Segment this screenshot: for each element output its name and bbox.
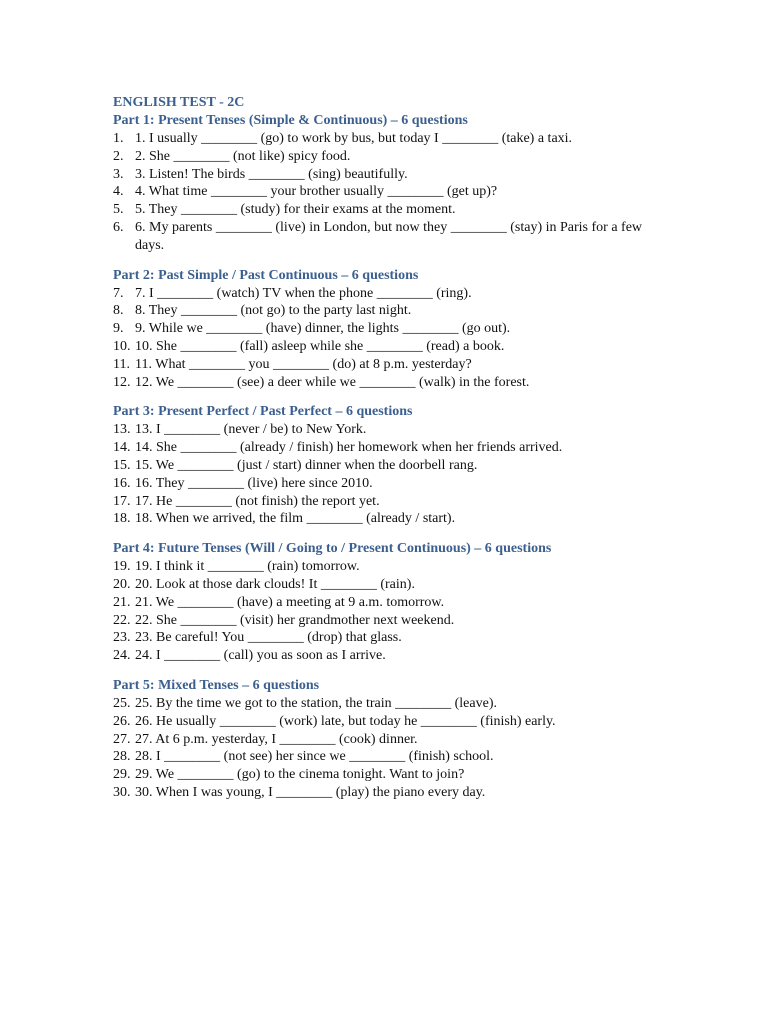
question-item — [113, 166, 673, 184]
question-item — [113, 558, 673, 576]
question-number: 22. — [113, 612, 131, 628]
question-number: 7. — [113, 285, 124, 301]
question-text: 3. Listen! The birds ________ (sing) beautifully. — [135, 166, 408, 182]
question-text: 10. She ________ (fall) asleep while she ________ (read) a book. — [135, 338, 505, 354]
question-item — [113, 748, 673, 766]
question-list — [113, 558, 673, 665]
question-text: 2. She ________ (not like) spicy food. — [135, 148, 351, 164]
document-page — [113, 94, 673, 814]
question-text: 4. What time ________ your brother usually ________ (get up)? — [135, 184, 498, 200]
question-item — [113, 510, 673, 528]
part-heading: Part 5: Mixed Tenses – 6 questions — [113, 677, 320, 693]
question-item — [113, 356, 673, 374]
question-item — [113, 439, 673, 457]
part-3 — [113, 403, 673, 528]
question-number: 4. — [113, 184, 124, 200]
question-list — [113, 130, 673, 255]
question-item — [113, 594, 673, 612]
part-5 — [113, 677, 673, 802]
question-text: 20. Look at those dark clouds! It ________ (rain). — [135, 576, 415, 592]
question-item — [113, 629, 673, 647]
question-number: 5. — [113, 202, 124, 218]
part-1 — [113, 112, 673, 255]
question-text: 16. They ________ (live) here since 2010. — [135, 475, 373, 491]
question-text: 5. They ________ (study) for their exams at the moment. — [135, 202, 456, 218]
question-text: 29. We ________ (go) to the cinema tonight. Want to join? — [135, 767, 465, 783]
question-number: 17. — [113, 493, 131, 509]
question-number: 21. — [113, 594, 131, 610]
question-list — [113, 285, 673, 392]
question-item — [113, 421, 673, 439]
question-item — [113, 201, 673, 219]
question-item — [113, 374, 673, 392]
question-text: 19. I think it ________ (rain) tomorrow. — [135, 559, 360, 575]
part-4 — [113, 540, 673, 665]
question-text: 13. I ________ (never / be) to New York. — [135, 422, 367, 438]
question-number: 25. — [113, 695, 131, 711]
question-number: 14. — [113, 440, 131, 456]
question-list — [113, 421, 673, 528]
question-text: 11. What ________ you ________ (do) at 8 p.m. yesterday? — [135, 356, 472, 372]
question-number: 23. — [113, 630, 131, 646]
question-item — [113, 320, 673, 338]
question-number: 29. — [113, 767, 131, 783]
question-text: 1. I usually ________ (go) to work by bus, but today I ________ (take) a taxi. — [135, 131, 573, 146]
question-item — [113, 612, 673, 630]
question-number: 11. — [113, 356, 130, 372]
question-number: 12. — [113, 374, 131, 390]
question-item — [113, 219, 673, 255]
question-number: 15. — [113, 457, 131, 473]
question-number: 6. — [113, 219, 124, 235]
question-text: 14. She ________ (already / finish) her homework when her friends arrived. — [135, 440, 563, 456]
question-item — [113, 148, 673, 166]
question-number: 26. — [113, 713, 131, 729]
question-item — [113, 713, 673, 731]
question-item — [113, 695, 673, 713]
part-heading: Part 1: Present Tenses (Simple & Continuous) – 6 questions — [113, 113, 468, 128]
question-text: 27. At 6 p.m. yesterday, I ________ (cook) dinner. — [135, 731, 418, 747]
question-number: 3. — [113, 166, 124, 182]
question-number: 30. — [113, 784, 131, 800]
question-number: 27. — [113, 731, 131, 747]
question-list — [113, 695, 673, 802]
question-number: 20. — [113, 576, 131, 592]
part-heading: Part 3: Present Perfect / Past Perfect – 6 questions — [113, 404, 413, 420]
question-number: 28. — [113, 749, 131, 765]
question-item — [113, 302, 673, 320]
question-item — [113, 183, 673, 201]
question-text: 24. I ________ (call) you as soon as I arrive. — [135, 648, 386, 664]
question-text: 9. While we ________ (have) dinner, the lights ________ (go out). — [135, 321, 511, 337]
part-heading: Part 2: Past Simple / Past Continuous – 6 questions — [113, 267, 419, 283]
question-text: 8. They ________ (not go) to the party last night. — [135, 303, 412, 319]
question-text: 7. I ________ (watch) TV when the phone ________ (ring). — [135, 285, 472, 301]
question-item — [113, 338, 673, 356]
question-text: 22. She ________ (visit) her grandmother next weekend. — [135, 612, 455, 628]
question-item — [113, 130, 673, 148]
question-text: 28. I ________ (not see) her since we ________ (finish) school. — [135, 749, 494, 765]
question-number: 10. — [113, 338, 131, 354]
part-heading: Part 4: Future Tenses (Will / Going to / Present Continuous) – 6 questions — [113, 541, 552, 557]
question-text: 12. We ________ (see) a deer while we ________ (walk) in the forest. — [135, 374, 530, 390]
question-text: 6. My parents ________ (live) in London, but now they ________ (stay) in Paris for a few days. — [135, 219, 643, 253]
question-text: 18. When we arrived, the film ________ (already / start). — [135, 511, 456, 527]
question-text: 17. He ________ (not finish) the report yet. — [135, 493, 380, 509]
question-number: 18. — [113, 511, 131, 527]
question-item — [113, 766, 673, 784]
part-2 — [113, 267, 673, 392]
question-number: 9. — [113, 321, 124, 337]
question-item — [113, 285, 673, 303]
question-item — [113, 731, 673, 749]
question-number: 16. — [113, 475, 131, 491]
question-item — [113, 493, 673, 511]
question-text: 25. By the time we got to the station, the train ________ (leave). — [135, 695, 497, 711]
question-number: 19. — [113, 559, 131, 575]
question-item — [113, 647, 673, 665]
question-number: 1. — [113, 131, 124, 146]
question-text: 23. Be careful! You ________ (drop) that glass. — [135, 630, 402, 646]
question-text: 30. When I was young, I ________ (play) the piano every day. — [135, 784, 486, 800]
question-item — [113, 457, 673, 475]
document-title: ENGLISH TEST - 2C — [113, 95, 245, 110]
question-item — [113, 475, 673, 493]
question-number: 2. — [113, 148, 124, 164]
question-number: 8. — [113, 303, 124, 319]
question-text: 21. We ________ (have) a meeting at 9 a.m. tomorrow. — [135, 594, 445, 610]
question-number: 13. — [113, 422, 131, 438]
question-item — [113, 576, 673, 594]
question-text: 26. He usually ________ (work) late, but today he ________ (finish) early. — [135, 713, 556, 729]
question-number: 24. — [113, 648, 131, 664]
question-text: 15. We ________ (just / start) dinner when the doorbell rang. — [135, 457, 478, 473]
question-item — [113, 784, 673, 802]
